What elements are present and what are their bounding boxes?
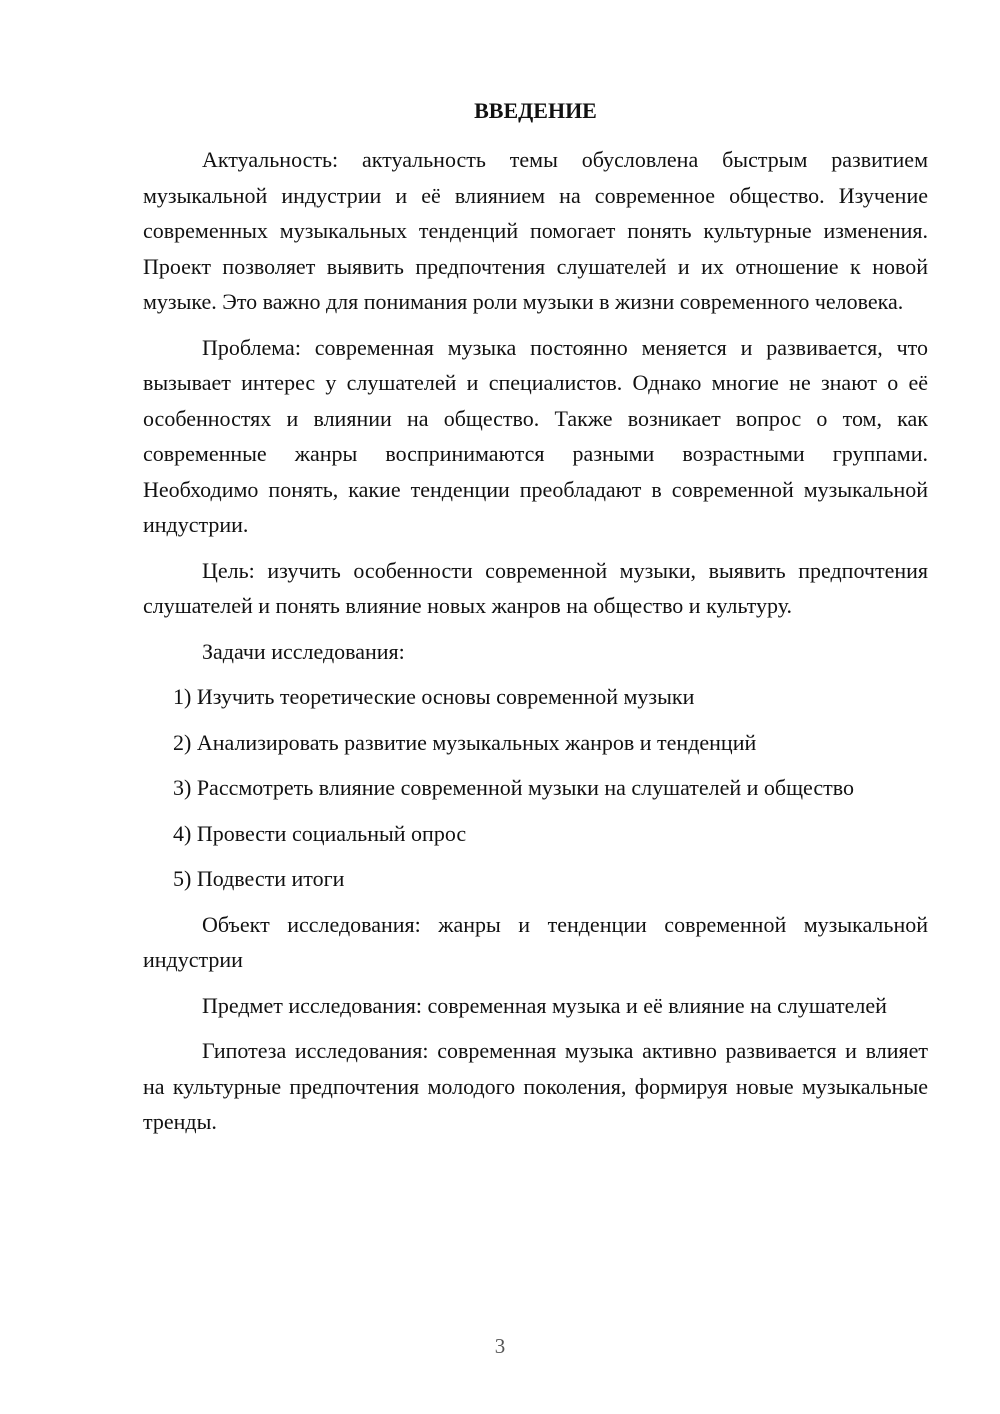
relevance-paragraph: Актуальность: актуальность темы обусловлена быстрым развитием музыкальной индустрии и её влиянием на современное общество. Изучение современных музыкальных тенденций помогает понять культурные изменения. Проект позволяет выявить предпочтения слушателей и их отношение к новой музыке. Это важно для понимания роли музыки в жизни современного человека. [143,147,928,314]
page-heading: ВВЕДЕНИЕ [474,98,597,123]
task-item: 2) Анализировать развитие музыкальных жанров и тенденций [173,729,757,755]
goal-paragraph: Цель: изучить особенности современной музыки, выявить предпочтения слушателей и понять влияние новых жанров на общество и культуру. [143,557,928,618]
problem-paragraph: Проблема: современная музыка постоянно меняется и развивается, что вызывает интерес у слушателей и специалистов. Однако многие не знают о её особенностях и влиянии на общество. Также возникает вопрос о том, как современные жанры воспринимаются разными возрастными группами. Необходимо понять, какие тенденции преобладают в современной музыкальной индустрии. [143,334,928,537]
object-paragraph: Объект исследования: жанры и тенденции современной музыкальной индустрии [143,911,928,972]
subject-paragraph: Предмет исследования: современная музыка и её влияние на слушателей [202,992,887,1018]
task-item: 3) Рассмотреть влияние современной музыки на слушателей и общество [173,775,854,800]
page-number: 3 [494,1334,506,1358]
tasks-heading: Задачи исследования: [202,638,405,664]
task-item: 1) Изучить теоретические основы современной музыки [173,684,695,709]
document-body [143,142,928,1150]
task-item: 4) Провести социальный опрос [173,820,467,846]
task-item: 5) Подвести итоги [173,866,345,891]
hypothesis-paragraph: Гипотеза исследования: современная музыка активно развивается и влияет на культурные предпочтения молодого поколения, формируя новые музыкальные тренды. [143,1038,928,1134]
